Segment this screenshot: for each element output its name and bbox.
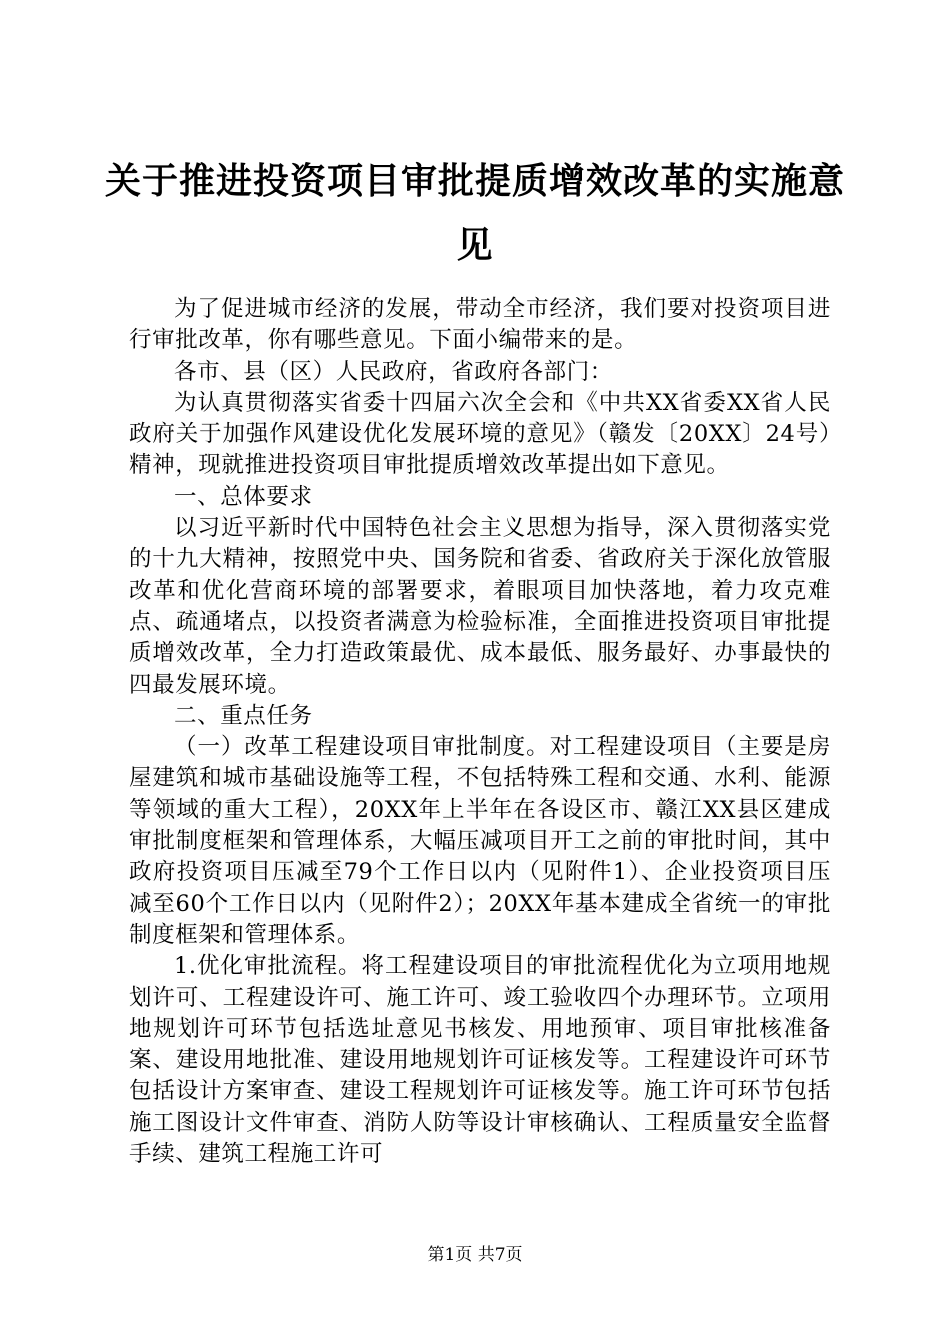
page-footer <box>0 1244 950 1266</box>
general-requirements-paragraph: 以习近平新时代中国特色社会主义思想为指导，深入贯彻落实党的十九大精神，按照党中央、国务院和省委、省政府关于深化放管服改革和优化营商环境的部署要求，着眼项目加快落地，着力攻克难点、疏通堵点，以投资者满意为检验标准，全面推进投资项目审批提质增效改革，全力打造政策最优、成本最低、服务最好、办事最快的四最发展环境。 <box>129 515 831 698</box>
optimize-process-paragraph: 1.优化审批流程。将工程建设项目的审批流程优化为立项用地规划许可、工程建设许可、施工许可、竣工验收四个办理环节。立项用地规划许可环节包括选址意见书核发、用地预审、项目审批核准备案、建设用地批准、建设用地规划许可证核发等。工程建设许可环节包括设计方案审查、建设工程规划许可证核发等。施工许可环节包括施工图设计文件审查、消防人防等设计审核确认、工程质量安全监督手续、建筑工程施工许可 <box>129 953 831 1168</box>
section-heading-general-requirements: 一、总体要求 <box>174 483 313 510</box>
intro-paragraph: 为了促进城市经济的发展，带动全市经济，我们要对投资项目进行审批改革，你有哪些意见。下面小编带来的是。 <box>129 296 831 354</box>
document-title-line2: 见 <box>456 225 494 266</box>
purpose-paragraph: 为认真贯彻落实省委十四届六次全会和《中共XX省委XX省人民政府关于加强作风建设优化发展环境的意见》（赣发〔20XX〕24号）精神，现就推进投资项目审批提质增效改革提出如下意见。 <box>129 389 831 479</box>
section-heading-key-tasks: 二、重点任务 <box>174 702 313 729</box>
key-task-1-paragraph: （一）改革工程建设项目审批制度。对工程建设项目（主要是房屋建筑和城市基础设施等工程，不包括特殊工程和交通、水利、能源等领域的重大工程），20XX年上半年在各设区市、赣江XX县区建成审批制度框架和管理体系，大幅压减项目开工之前的审批时间，其中政府投资项目压减至79个工作日以内（见附件1）、企业投资项目压减至60个工作日以内（见附件2）；20XX年基本建成全省统一的审批制度框架和管理体系。 <box>129 734 831 948</box>
document-title-line1: 关于推进投资项目审批提质增效改革的实施意 <box>104 161 845 202</box>
document-body <box>129 294 831 1170</box>
page-number-text: 第1页 共7页 <box>427 1245 523 1265</box>
salutation-paragraph: 各市、县（区）人民政府，省政府各部门： <box>174 358 613 385</box>
